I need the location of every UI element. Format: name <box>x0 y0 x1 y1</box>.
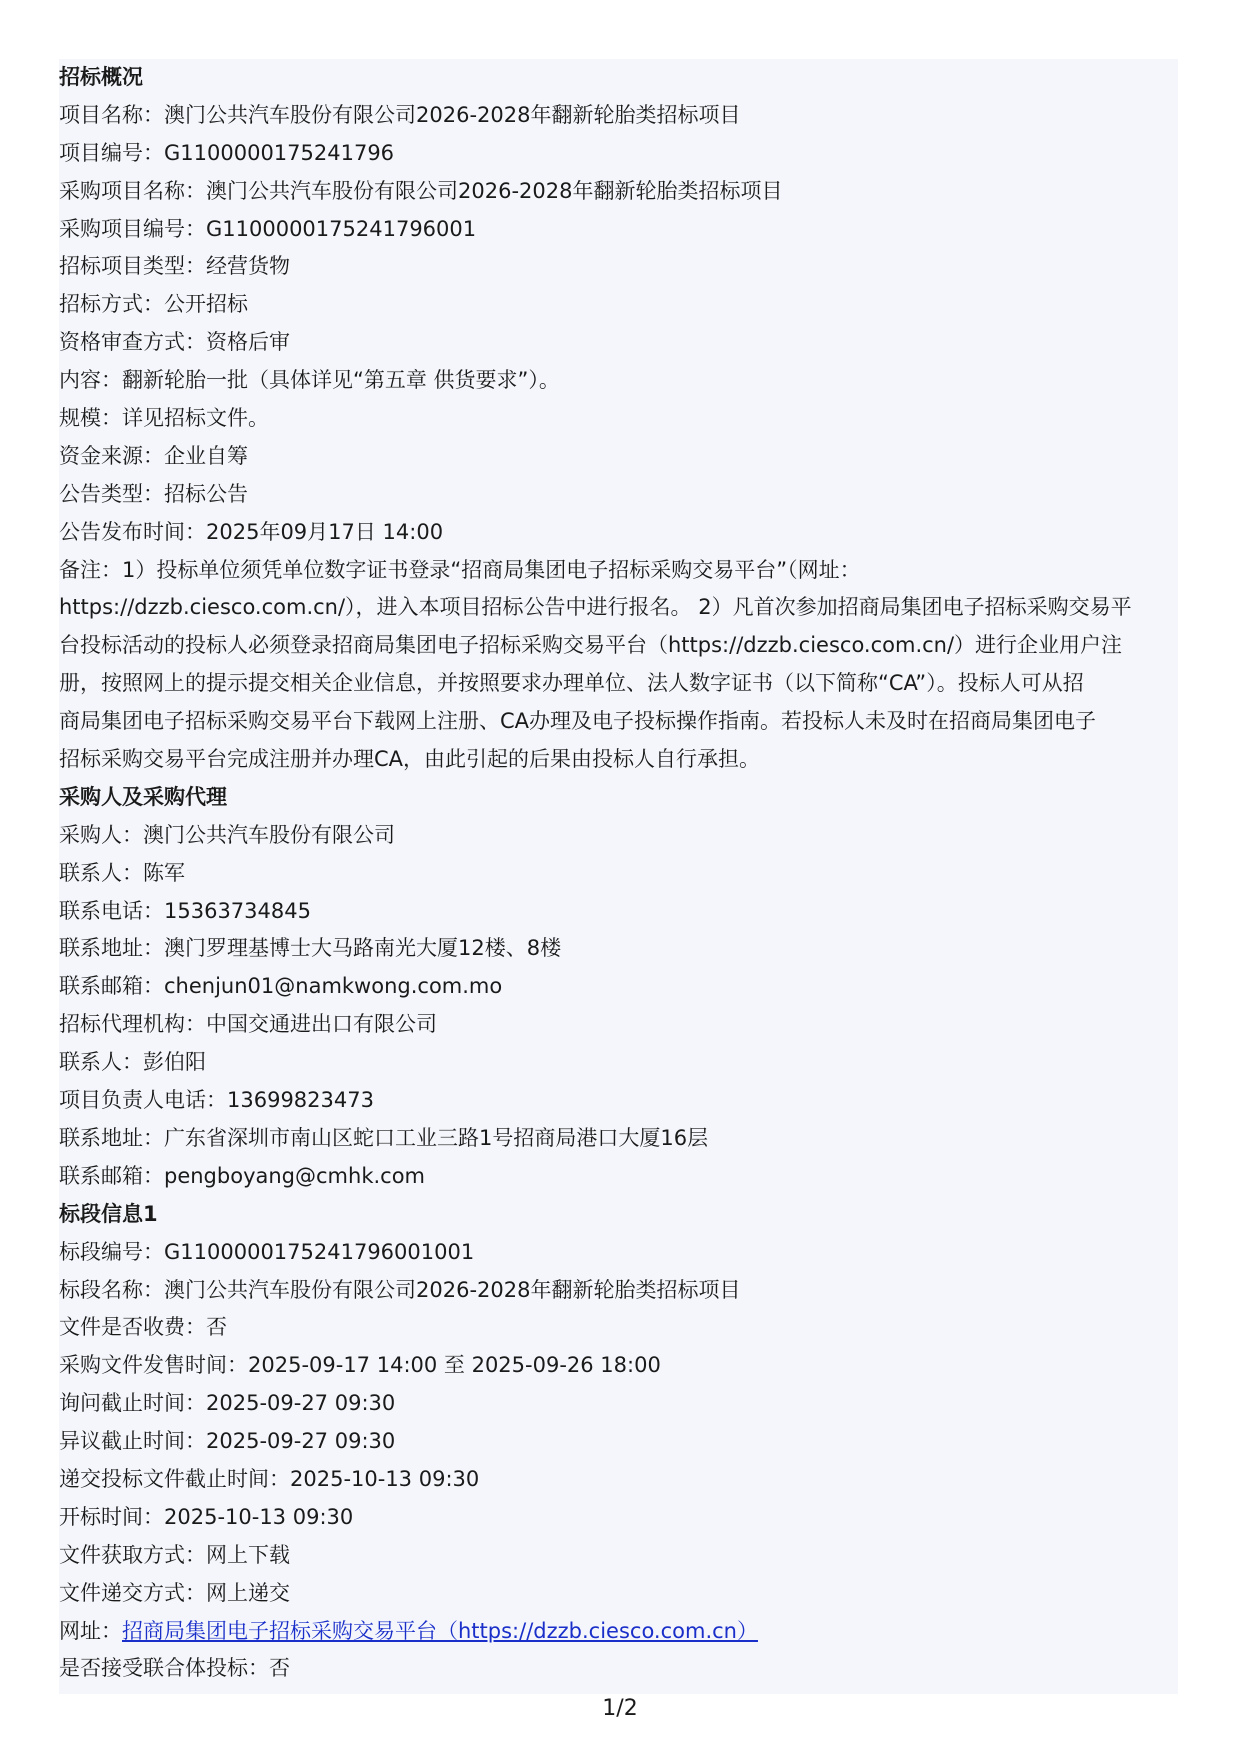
info-line: 资格审查方式：资格后审 <box>59 330 290 355</box>
info-line: 采购项目编号：G1100000175241796001 <box>59 216 477 241</box>
info-line: 联系人：陈军 <box>59 860 185 885</box>
info-line: 备注：1）投标单位须凭单位数字证书登录“招商局集团电子招标采购交易平台”（网址： <box>59 557 861 582</box>
info-line: 规模：详见招标文件。 <box>59 406 269 431</box>
info-line: 递交投标文件截止时间：2025-10-13 09:30 <box>59 1466 480 1491</box>
section-heading: 招标概况 <box>59 65 143 89</box>
info-line: 台投标活动的投标人必须登录招商局集团电子招标采购交易平台（https://dzzb.ciesco.com.cn/）进行企业用户注 <box>59 633 1123 658</box>
website-line <box>59 1613 1178 1651</box>
info-line: 商局集团电子招标采购交易平台下载网上注册、CA办理及电子投标操作指南。若投标人未及时在招商局集团电子 <box>59 709 1097 734</box>
section-heading: 采购人及采购代理 <box>59 784 227 809</box>
info-line: 文件递交方式：网上递交 <box>59 1580 290 1605</box>
info-line: 联系邮箱：pengboyang@cmhk.com <box>59 1163 426 1188</box>
info-line: 联系地址：澳门罗理基博士大马路南光大厦12楼、8楼 <box>59 936 562 961</box>
page-number: 1/2 <box>602 1696 638 1721</box>
section-purchaser-agent <box>59 779 1178 1196</box>
info-line: 招标项目类型：经营货物 <box>59 254 290 279</box>
info-line: 内容：翻新轮胎一批（具体详见“第五章 供货要求”）。 <box>59 368 560 393</box>
info-line: 公告类型：招标公告 <box>59 481 248 506</box>
info-line: 招标采购交易平台完成注册并办理CA，由此引起的后果由投标人自行承担。 <box>59 747 761 772</box>
website-link[interactable]: 招商局集团电子招标采购交易平台（https://dzzb.ciesco.com.cn） <box>122 1618 758 1643</box>
info-line: 异议截止时间：2025-09-27 09:30 <box>59 1429 396 1454</box>
info-line: 招标方式：公开招标 <box>59 292 248 317</box>
info-line: 联系人：彭伯阳 <box>59 1050 206 1075</box>
info-line: 项目负责人电话：13699823473 <box>59 1088 374 1113</box>
info-line: 询问截止时间：2025-09-27 09:30 <box>59 1391 396 1416</box>
info-line: 公告发布时间：2025年09月17日 14:00 <box>59 519 444 544</box>
info-line: https://dzzb.ciesco.com.cn/），进入本项目招标公告中进行报名。 2）凡首次参加招商局集团电子招标采购交易平 <box>59 595 1132 620</box>
info-line: 联系地址：广东省深圳市南山区蛇口工业三路1号招商局港口大厦16层 <box>59 1125 709 1150</box>
info-line: 采购文件发售时间：2025-09-17 14:00 至 2025-09-26 18:00 <box>59 1353 661 1378</box>
info-line: 招标代理机构：中国交通进出口有限公司 <box>59 1012 437 1037</box>
info-line: 是否接受联合体投标：否 <box>59 1656 290 1681</box>
section-heading: 标段信息1 <box>59 1201 158 1226</box>
info-line: 项目名称：澳门公共汽车股份有限公司2026-2028年翻新轮胎类招标项目 <box>59 102 741 127</box>
info-line: 项目编号：G1100000175241796 <box>59 140 395 165</box>
document-content <box>59 59 1178 1688</box>
info-line: 采购项目名称：澳门公共汽车股份有限公司2026-2028年翻新轮胎类招标项目 <box>59 178 783 203</box>
info-line: 标段编号：G1100000175241796001001 <box>59 1239 475 1264</box>
info-line: 标段名称：澳门公共汽车股份有限公司2026-2028年翻新轮胎类招标项目 <box>59 1277 741 1302</box>
info-line: 开标时间：2025-10-13 09:30 <box>59 1504 354 1529</box>
info-line: 文件是否收费：否 <box>59 1315 227 1340</box>
info-line: 册，按照网上的提示提交相关企业信息，并按照要求办理单位、法人数字证书（以下简称“CA”）。投标人可从招 <box>59 671 1084 696</box>
info-line: 联系邮箱：chenjun01@namkwong.com.mo <box>59 974 503 999</box>
section-overview <box>59 59 1178 779</box>
info-line: 采购人：澳门公共汽车股份有限公司 <box>59 822 395 847</box>
info-line: 文件获取方式：网上下载 <box>59 1542 290 1567</box>
info-line: 联系电话：15363734845 <box>59 898 311 923</box>
info-line: 资金来源：企业自筹 <box>59 443 248 468</box>
section-lot-1 <box>59 1196 1178 1689</box>
website-label: 网址： <box>59 1618 122 1643</box>
